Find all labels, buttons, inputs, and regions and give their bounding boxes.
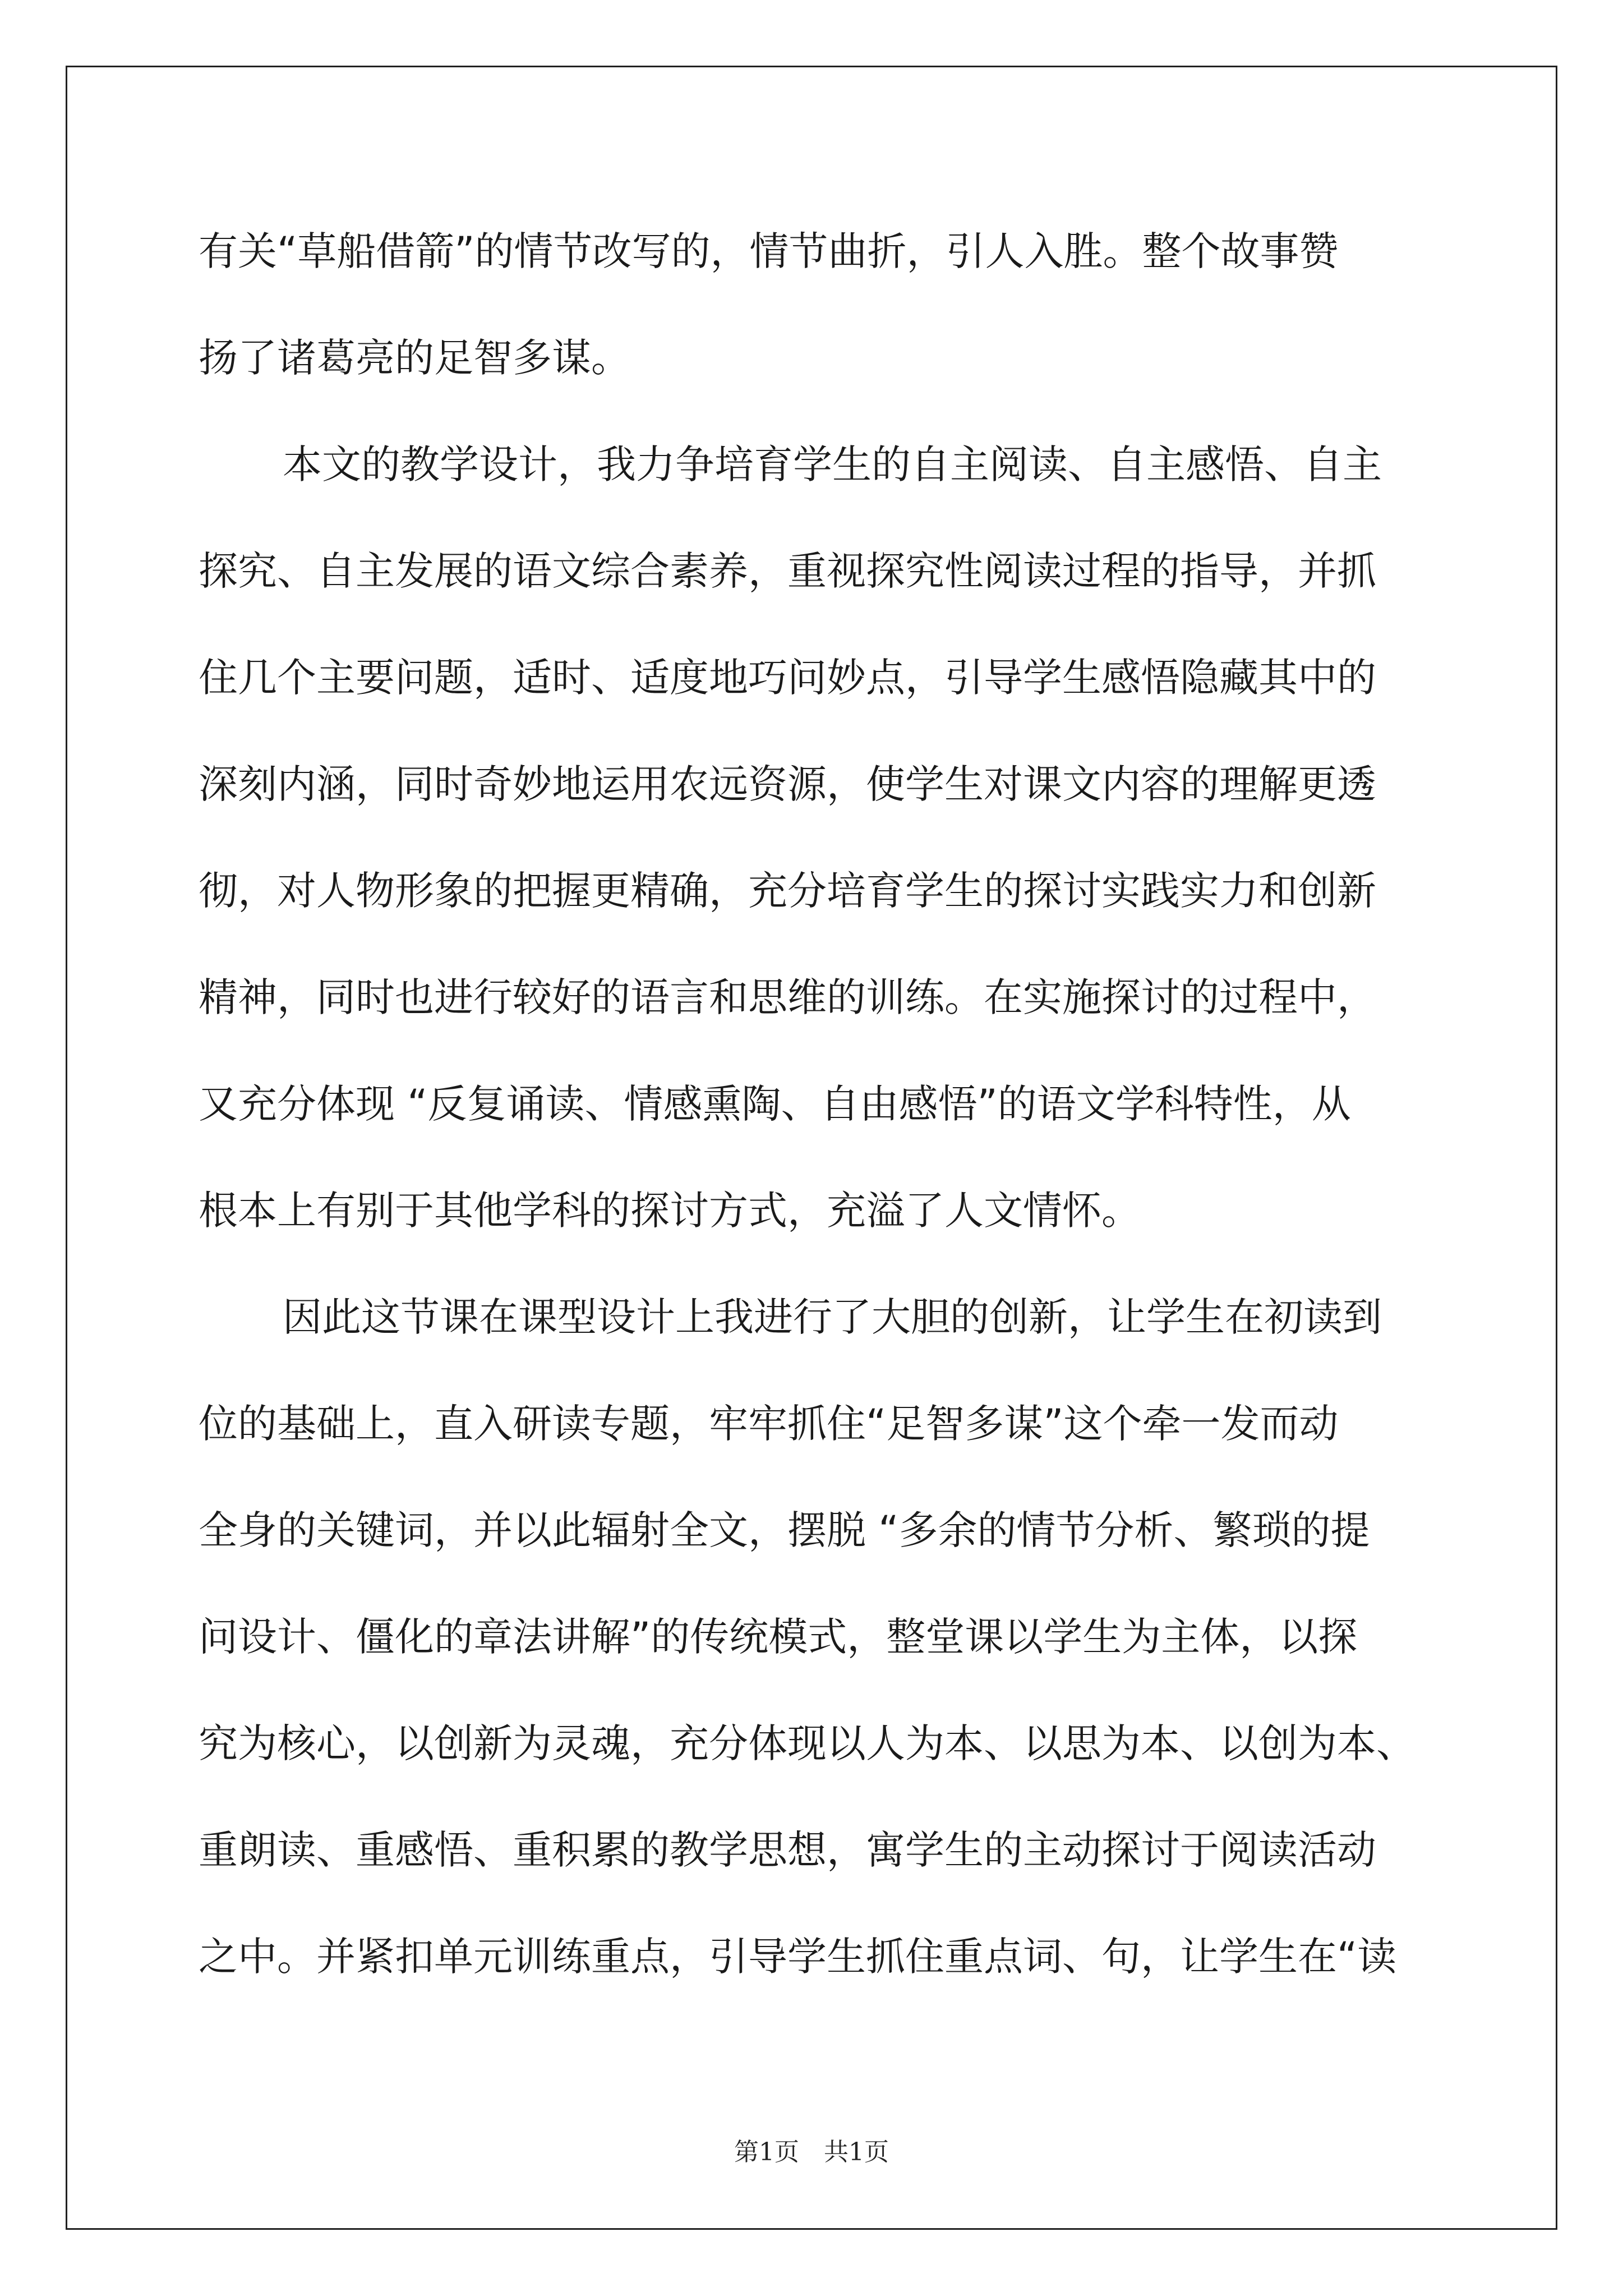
text-line: 探究、自主发展的语文综合素养，重视探究性阅读过程的指导，并抓 <box>199 548 1376 594</box>
text-line: 究为核心，以创新为灵魂，充分体现以人为本、以思为本、以创为本、 <box>199 1720 1415 1766</box>
text-line: 位的基础上，直入研读专题，牢牢抓住“足智多谋”这个牵一发而动 <box>199 1401 1339 1447</box>
text-line: 本文的教学设计，我力争培育学生的自主阅读、自主感悟、自主 <box>283 441 1382 487</box>
text-line: 有关“草船借箭”的情节改写的，情节曲折，引人入胜。整个故事赞 <box>199 228 1339 274</box>
text-line: 问设计、僵化的章法讲解”的传统模式，整堂课以学生为主体，以探 <box>199 1614 1358 1660</box>
page-footer: 第1页 共1页 <box>734 2138 889 2166</box>
text-line: 深刻内涵，同时奇妙地运用农远资源，使学生对课文内容的理解更透 <box>199 761 1376 807</box>
text-line: 精神，同时也进行较好的语言和思维的训练。在实施探讨的过程中， <box>199 974 1376 1020</box>
text-line: 重朗读、重感悟、重积累的教学思想，寓学生的主动探讨于阅读活动 <box>199 1827 1376 1873</box>
text-line: 因此这节课在课型设计上我进行了大胆的创新，让学生在初读到 <box>283 1294 1382 1340</box>
text-line: 全身的关键词，并以此辐射全文，摆脱 “多余的情节分析、繁琐的提 <box>199 1507 1370 1553</box>
document-body <box>199 223 1430 2035</box>
text-line: 住几个主要问题，适时、适度地巧问妙点，引导学生感悟隐藏其中的 <box>199 655 1376 701</box>
text-line: 之中。并紧扣单元训练重点，引导学生抓住重点词、句，让学生在“读 <box>199 1934 1397 1980</box>
text-line: 根本上有别于其他学科的探讨方式，充溢了人文情怀。 <box>199 1188 1141 1234</box>
text-line: 又充分体现 “反复诵读、情感熏陶、自由感悟”的语文学科特性，从 <box>199 1081 1351 1127</box>
text-line: 扬了诸葛亮的足智多谋。 <box>199 335 630 381</box>
text-line: 彻，对人物形象的把握更精确，充分培育学生的探讨实践实力和创新 <box>199 868 1376 914</box>
